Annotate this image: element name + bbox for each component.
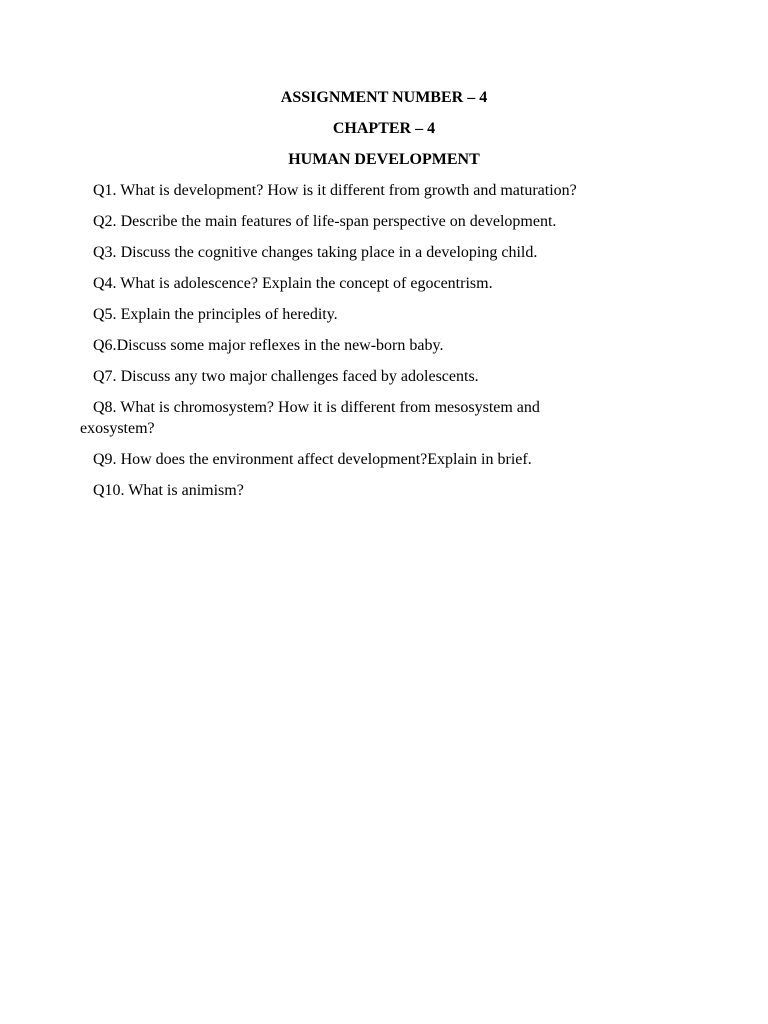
question-item [93, 335, 693, 356]
question-text: Discuss some major reflexes in the new-born baby. [116, 337, 444, 354]
question-text: What is chromosystem? How it is different from mesosystem and [120, 399, 540, 416]
question-item [93, 480, 693, 501]
chapter-title: CHAPTER – 4 [332, 120, 436, 137]
question-number: Q5. [93, 306, 117, 323]
question-number: Q10. [93, 482, 125, 499]
question-number: Q4. [93, 275, 117, 292]
question-text: Describe the main features of life-span perspective on development. [120, 213, 557, 230]
question-item [93, 366, 693, 387]
question-number: Q1. [93, 182, 117, 199]
topic-title: HUMAN DEVELOPMENT [288, 151, 480, 168]
question-item [80, 397, 633, 439]
question-number: Q3. [93, 244, 117, 261]
question-item [93, 273, 693, 294]
question-text: Discuss the cognitive changes taking place in a developing child. [120, 244, 538, 261]
question-number: Q8. [93, 399, 117, 416]
question-item [93, 242, 693, 263]
question-number: Q2. [93, 213, 117, 230]
question-text-continuation: exosystem? [80, 420, 155, 437]
question-list [80, 180, 693, 511]
question-item [93, 449, 693, 470]
question-number: Q6. [93, 337, 117, 354]
question-number: Q7. [93, 368, 117, 385]
question-text: What is animism? [128, 482, 244, 499]
question-text: Explain the principles of heredity. [120, 306, 338, 323]
assignment-title: ASSIGNMENT NUMBER – 4 [280, 89, 488, 106]
question-text: What is development? How is it different from growth and maturation? [120, 182, 577, 199]
question-number: Q9. [93, 451, 117, 468]
question-item [93, 211, 693, 232]
question-text: What is adolescence? Explain the concept of egocentrism. [120, 275, 493, 292]
question-item [93, 304, 693, 325]
question-text: Discuss any two major challenges faced by adolescents. [120, 368, 479, 385]
question-text: How does the environment affect development?Explain in brief. [120, 451, 532, 468]
question-item [93, 180, 693, 201]
